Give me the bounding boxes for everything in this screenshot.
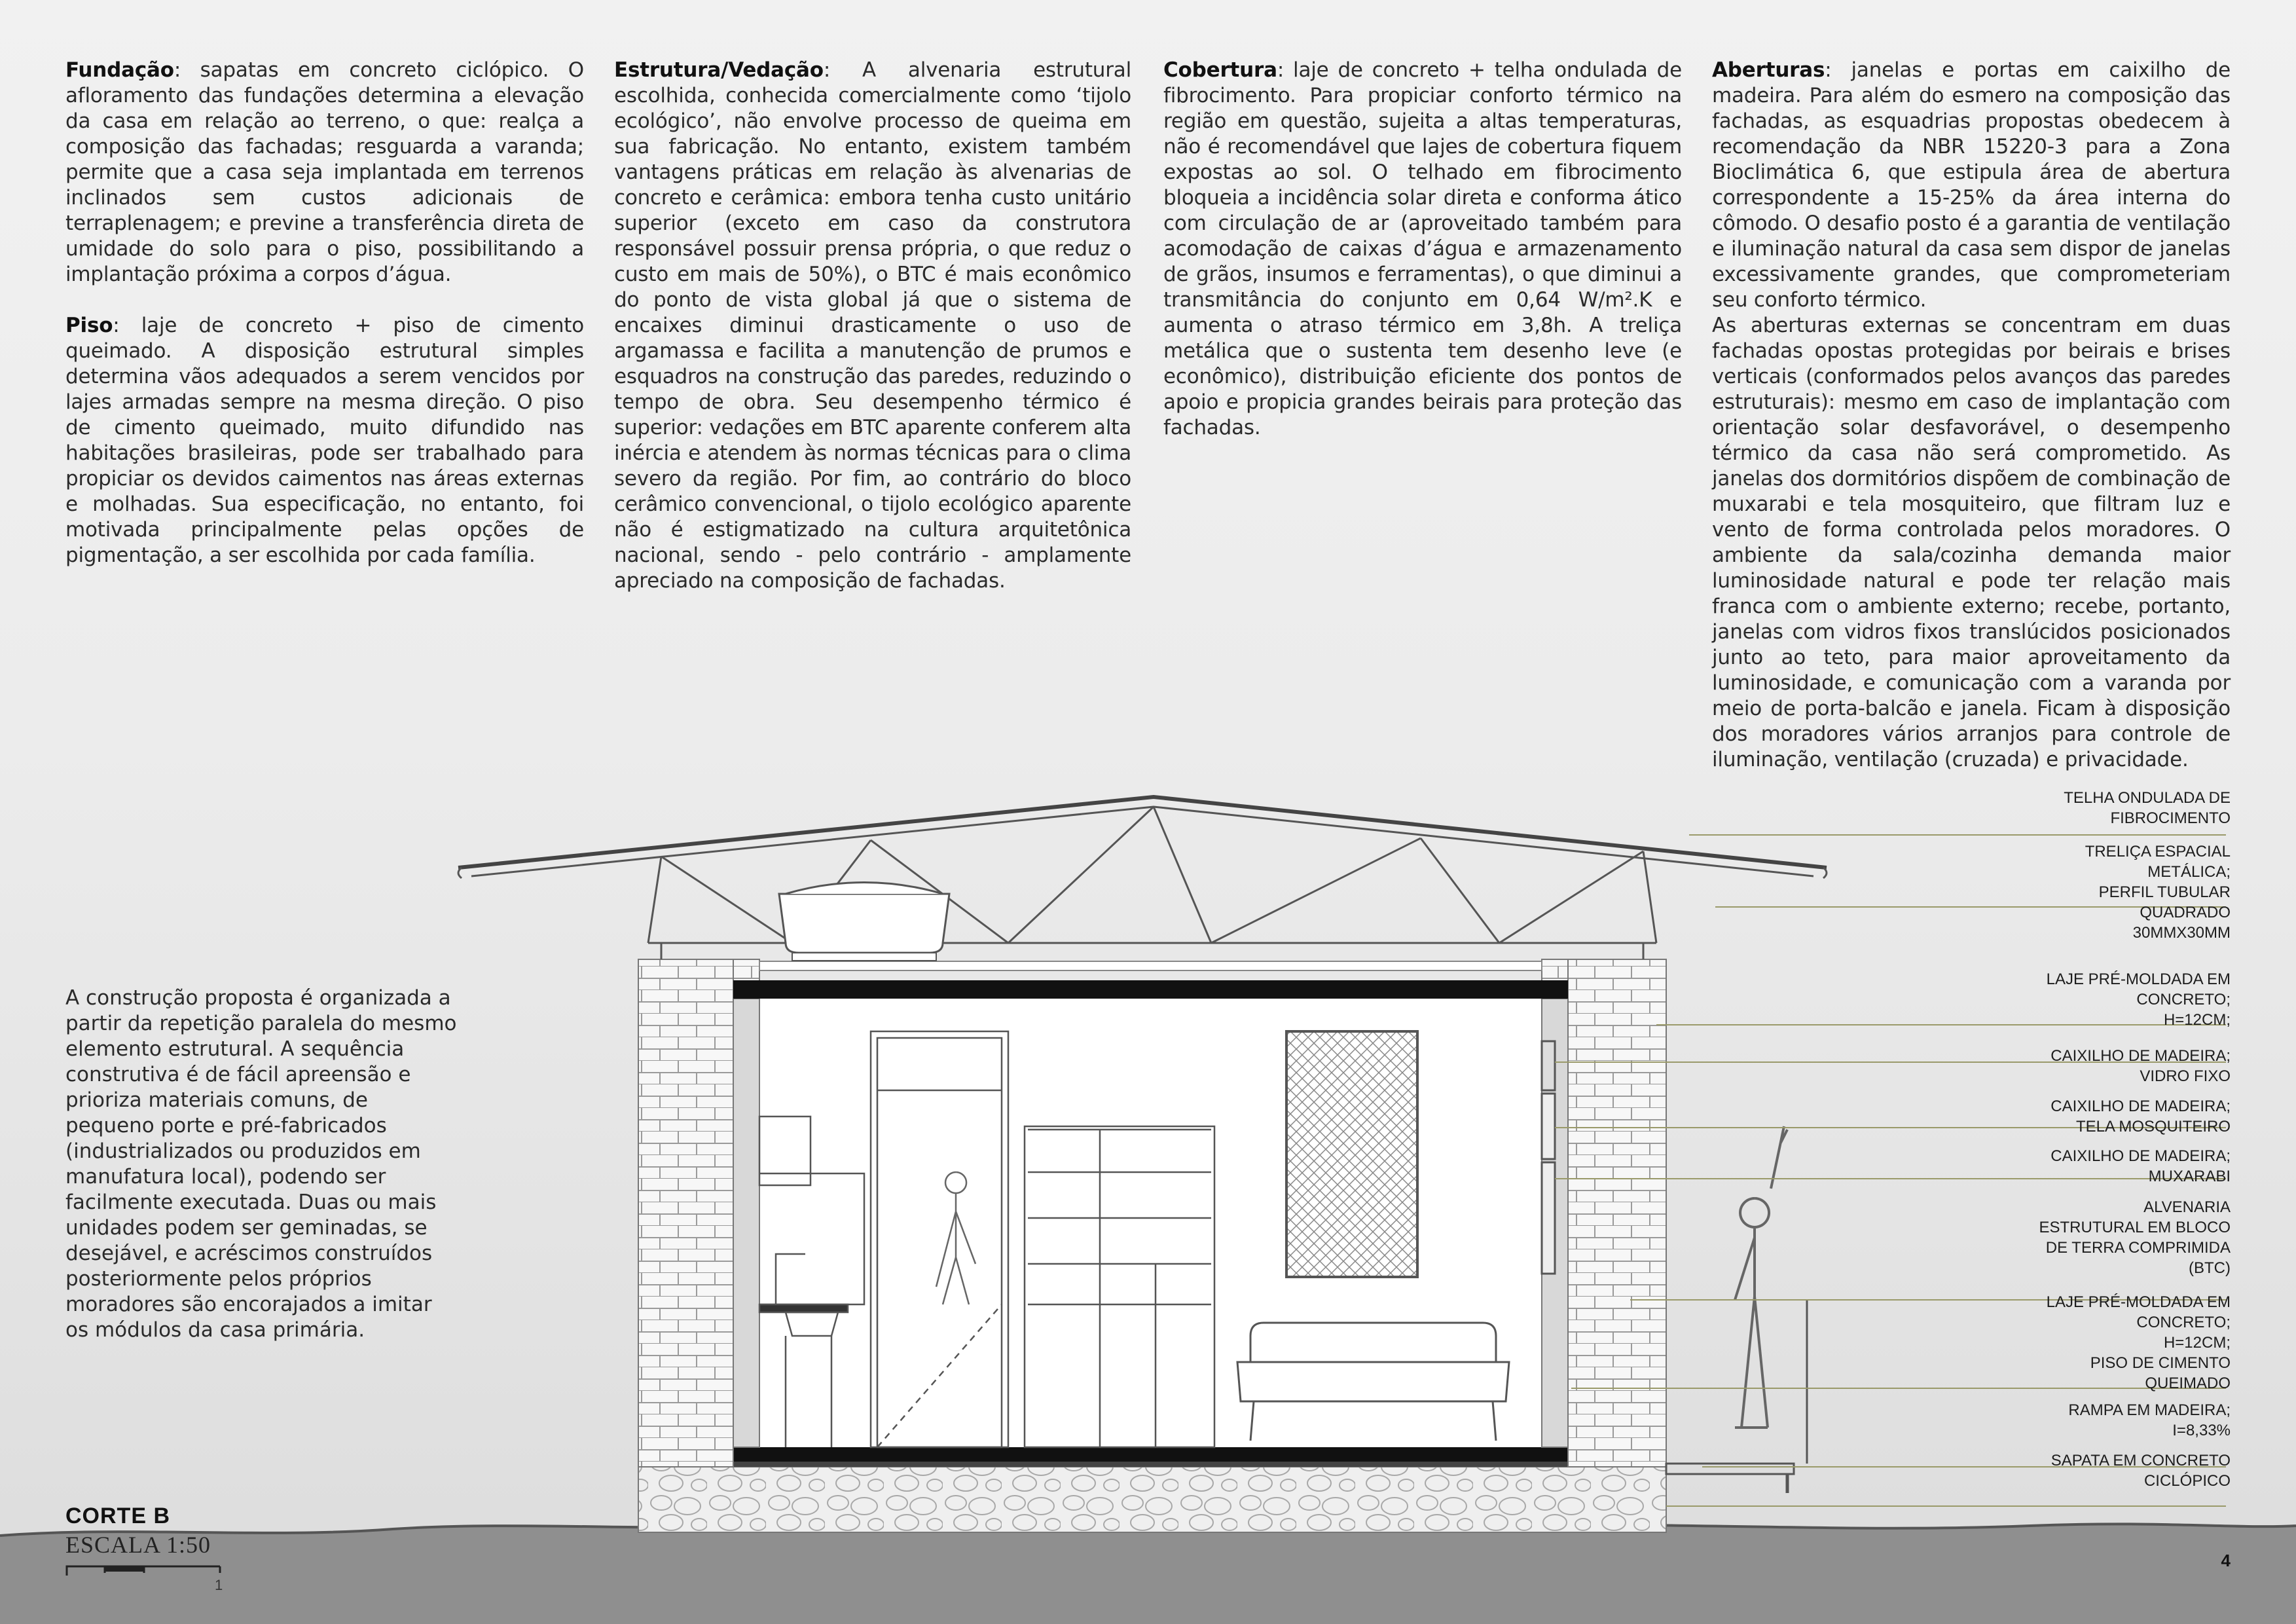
text-piso: : laje de concreto + piso de cimento queimado. A disposição estrutural simples determina vãos adequados a serem vencidos por lajes armadas sempre na mesma direção. O piso de cimento queimado, muito difundido nas habitações brasileiras, pode ser trabalhado para propiciar os devidos caimentos nas áreas externas e molhadas. Sua especificação, no entanto, foi motivada principalmente pelas opções de pigmentação, a ser escolhida por cada família. (65, 314, 584, 567)
label-roof-slab: LAJE PRÉ-MOLDADA EM CONCRETO; H=12CM; (2046, 970, 2231, 1029)
text-cobertura: : laje de concreto + telha ondulada de fibrocimento. Para propiciar conforto térmico na região em questão, sujeita a altas temperaturas, não é recomendável que lajes de cobertura fiquem expostas ao sol. O telhado em fibrocimento bloqueia a incidência solar direta e conforma ático com circulação de ar (aproveitado também para acomodação de caixas d’água e armazenamento de grãos, insumos e ferramentas), o que diminui a transmitância do conjunto em 0,64 W/m².K e aumenta o atraso térmico em 3,8h. A treliça metálica que o sustenta tem desenho leve (e econômico), distribuição eficiente dos pontos de apoio e propicia grandes beirais para proteção das fachadas. (1163, 58, 1682, 439)
heading-aberturas: Aberturas (1712, 58, 1825, 82)
ground (0, 1524, 2296, 1624)
sofa-seat (1237, 1362, 1509, 1401)
intro-text: A construção proposta é organizada a partir da repetição paralela do mesmo elemento estrutural. A sequência construtiva é de fácil apreensão e prioriza materiais comuns, de pequeno porte e pré-fabricados (industrializados ou produzidos em manufatura local), podendo ser facilmente executada. Duas ou mais unidades podem ser geminadas, se desejável, e acréscimos construídos posteriormente pelos próprios moradores são encorajados a imitar os módulos da casa primária. (65, 986, 457, 1342)
fixed-glass-window (1542, 1041, 1555, 1090)
person-outside (1735, 1126, 1787, 1428)
heading-cobertura: Cobertura (1163, 58, 1277, 82)
water-tank-base (792, 953, 936, 961)
label-footing: SAPATA EM CONCRETO CICLÓPICO (2050, 1452, 2231, 1490)
foundation (638, 1467, 1666, 1532)
water-tank (779, 894, 949, 953)
drawing-title: CORTE B (65, 1504, 170, 1528)
left-wall (638, 959, 733, 1467)
heading-piso: Piso (65, 314, 113, 337)
roof-slab-top (759, 961, 1542, 970)
drawing-scale: ESCALA 1:50 (65, 1532, 211, 1558)
scale-bar-unit: 1 (215, 1577, 223, 1593)
text-aberturas-2: As aberturas externas se concentram em duas fachadas opostas protegidas por beirais e brises verticais (conformados pelos avanços das paredes estruturais): mesmo em caso de implantação com orientação solar desfavorável, o desempenho térmico da casa não será comprometido. As janelas dos dormitórios dispõem de combinação de muxarabi e tela mosquiteiro, que filtram luz e vento de forma controlada pelos moradores. O ambiente da sala/cozinha demanda maior luminosidade natural e pode ter relação mais franca com o ambiente externo; recebe, portanto, janelas com vidros fixos translúcidos posicionados junto ao teto, para maior aproveitamento da luminosidade, e comunicação com a varanda por meio de porta-balcão e janela. Ficam à disposição dos moradores vários arranjos para controle de iluminação, ventilação (cruzada) e privacidade. (1712, 314, 2231, 771)
right-wall (1568, 959, 1666, 1467)
label-btc-wall: ALVENARIA ESTRUTURAL EM BLOCO DE TERRA COMPRIMIDA (BTC) (2039, 1198, 2231, 1277)
label-fixed-glass: CAIXILHO DE MADEIRA; VIDRO FIXO (2050, 1047, 2231, 1085)
label-ramp: RAMPA EM MADEIRA; I=8,33% (2068, 1401, 2231, 1439)
heading-fundacao: Fundação (65, 58, 174, 82)
muxarabi-window (1286, 1031, 1417, 1277)
label-mosquito: CAIXILHO DE MADEIRA; TELA MOSQUITEIRO (2050, 1098, 2231, 1135)
veranda (1666, 1126, 1807, 1493)
countertop (759, 1304, 848, 1312)
label-roof-tile: TELHA ONDULADA DE FIBROCIMENTO (2064, 789, 2231, 827)
text-estrutura: : A alvenaria estrutural escolhida, conhecida comercialmente como ‘tijolo ecológico’, não envolve processo de queima em sua fabricação. No entanto, existem também vantagens práticas em relação às alvenarias de concreto e cerâmica: embora tenha custo unitário superior (exceto em caso da construtora responsável possuir prensa própria, o que reduz o custo em mais de 50%), o BTC é mais econômico do ponto de vista global já que o sistema de encaixes diminui drasticamente o uso de argamassa e facilita a manutenção de prumos e esquadros na construção das paredes, reduzindo o tempo de obra. Seu desempenho térmico é superior: vedações em BTC aparente conferem alta inércia e atendem às normas técnicas para o clima severo da região. Por fim, ao contrário do bloco cerâmico convencional, o tijolo ecológico aparente não é estigmatizado na cultura arquitetônica nacional, sendo - pelo contrário - amplamente apreciado na composição de fachadas. (614, 58, 1131, 593)
text-fundacao: : sapatas em concreto ciclópico. O afloramento das fundações determina a elevação da casa em relação ao terreno, o que: realça a composição das fachadas; resguarda a varanda; permite que a casa seja implantada em terrenos inclinados sem custos adicionais de terraplenagem; e previne a transferência direta de umidade do solo para o piso, possibilitando a implantação próxima a corpos d’água. (65, 58, 584, 286)
floor-finish (638, 1462, 1666, 1467)
water-tank-lid (786, 883, 943, 895)
heading-estrutura: Estrutura/Vedação (614, 58, 824, 82)
wall-lining-left (733, 999, 759, 1447)
mosquito-window (1542, 1094, 1555, 1159)
page-number: 4 (2221, 1551, 2231, 1570)
gutters (458, 868, 1827, 878)
roof-slab (733, 980, 1568, 999)
roof-truss (458, 797, 1827, 959)
sofa-back (1250, 1323, 1496, 1362)
muxarabi-shutter (1542, 1162, 1555, 1274)
text-aberturas: : janelas e portas em caixilho de madeira. Para além do esmero na composição das fachadas, as esquadrias propostas obedecem à recomendação da NBR 15220-3 para a Zona Bioclimática 6, que estipula área de abertura correspondente a 15-25% da área interna do cômodo. O desafio posto é a garantia de ventilação e iluminação natural da casa sem dispor de janelas excessivamente grandes, que comprometeriam seu conforto térmico. (1712, 58, 2231, 312)
ramp (1666, 1464, 1794, 1474)
label-muxarabi: CAIXILHO DE MADEIRA; MUXARABI (2050, 1147, 2231, 1185)
scale-bar (65, 1564, 223, 1579)
label-truss: TRELIÇA ESPACIAL METÁLICA; PERFIL TUBULAR QUADRADO 30MMX30MM (2085, 843, 2231, 942)
facade-windows (1542, 1041, 1555, 1274)
label-floor-slab: LAJE PRÉ-MOLDADA EM CONCRETO; H=12CM; PISO DE CIMENTO QUEIMADO (2046, 1293, 2231, 1392)
